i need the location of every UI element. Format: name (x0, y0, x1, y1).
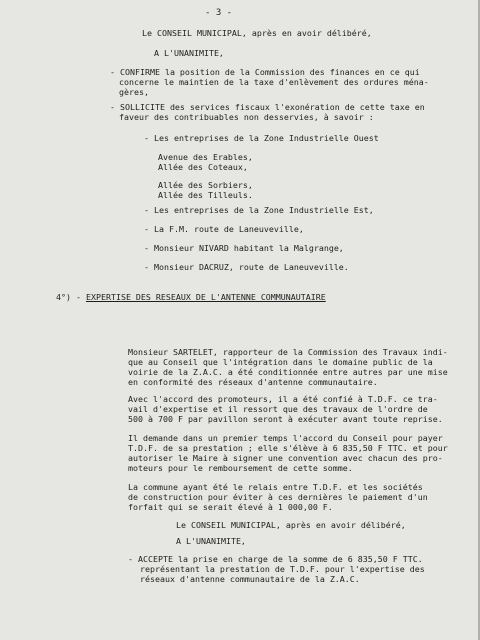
text-line: - CONFIRME la position de la Commission des finances en ce qui (110, 67, 420, 77)
text-line: Il demande dans un premier temps l'accord du Conseil pour payer (128, 433, 443, 443)
text-line: représentant la prestation de T.D.F. pour l'expertise des (140, 564, 425, 574)
text-line: T.D.F. de sa prestation ; elle s'élève à 6 835,50 F TTC. et pour (128, 443, 448, 453)
text-line: Monsieur SARTELET, rapporteur de la Commission des Travaux indi- (128, 347, 448, 357)
text-line: moteurs pour le remboursement de cette somme. (128, 463, 353, 473)
text-line: voirie de la Z.A.C. a été conditionnée entre autres par une mise (128, 367, 448, 377)
page-number: - 3 - (205, 8, 233, 18)
text-line: Avec l'accord des promoteurs, il a été confié à T.D.F. ce tra- (128, 394, 438, 404)
text-line: concerne le maintien de la taxe d'enlèvement des ordures ména- (119, 77, 429, 87)
text-line: autoriser le Maire à signer une convention avec chacun des pro- (128, 453, 443, 463)
text-line: en conformité des réseaux d'antenne communautaire. (128, 377, 378, 387)
section-title: EXPERTISE DES RESEAUX DE L'ANTENNE COMMUNAUTAIRE (85, 292, 326, 302)
list-item: - Monsieur DACRUZ, route de Laneuveville. (144, 262, 349, 272)
text-line: - SOLLICITE des services fiscaux l'exonération de cette taxe en (110, 102, 425, 112)
section-number: 4°) - (56, 292, 86, 302)
address-line: Allée des Tilleuls. (158, 190, 253, 200)
text-line: faveur des contribuables non desservies, à savoir : (119, 112, 374, 122)
section-heading (56, 292, 326, 302)
list-item: - Les entreprises de la Zone Industrielle Ouest (144, 133, 379, 143)
council-line: Le CONSEIL MUNICIPAL, après en avoir délibéré, (176, 520, 406, 530)
unanimity-line: A L'UNANIMITE, (154, 48, 224, 58)
text-line: que au Conseil que l'intégration dans le domaine public de la (128, 357, 433, 367)
list-item: - Monsieur NIVARD habitant la Malgrange, (144, 243, 344, 253)
text-line: de construction pour éviter à ces dernières le paiement d'un (128, 492, 428, 502)
address-line: Allée des Coteaux, (158, 162, 248, 172)
list-item: - La F.M. route de Laneuveville, (144, 224, 304, 234)
council-line: Le CONSEIL MUNICIPAL, après en avoir délibéré, (142, 28, 372, 38)
unanimity-line: A L'UNANIMITE, (176, 536, 246, 546)
text-line: forfait qui se serait élevé à 1 000,00 F. (128, 502, 333, 512)
address-line: Allée des Sorbiers, (158, 180, 253, 190)
text-line: vail d'expertise et il ressort que des travaux de l'ordre de (128, 404, 428, 414)
text-line: 500 à 700 F par pavillon seront à exécuter avant toute reprise. (128, 414, 443, 424)
list-item: - Les entreprises de la Zone Industrielle Est, (144, 205, 374, 215)
text-line: gères, (119, 87, 149, 97)
text-line: réseaux d'antenne communautaire de la Z.A.C. (140, 574, 360, 584)
text-line: La commune ayant été le relais entre T.D.F. et les sociétés (128, 482, 423, 492)
text-line: - ACCEPTE la prise en charge de la somme de 6 835,50 F TTC. (128, 554, 423, 564)
address-line: Avenue des Erables, (158, 152, 253, 162)
